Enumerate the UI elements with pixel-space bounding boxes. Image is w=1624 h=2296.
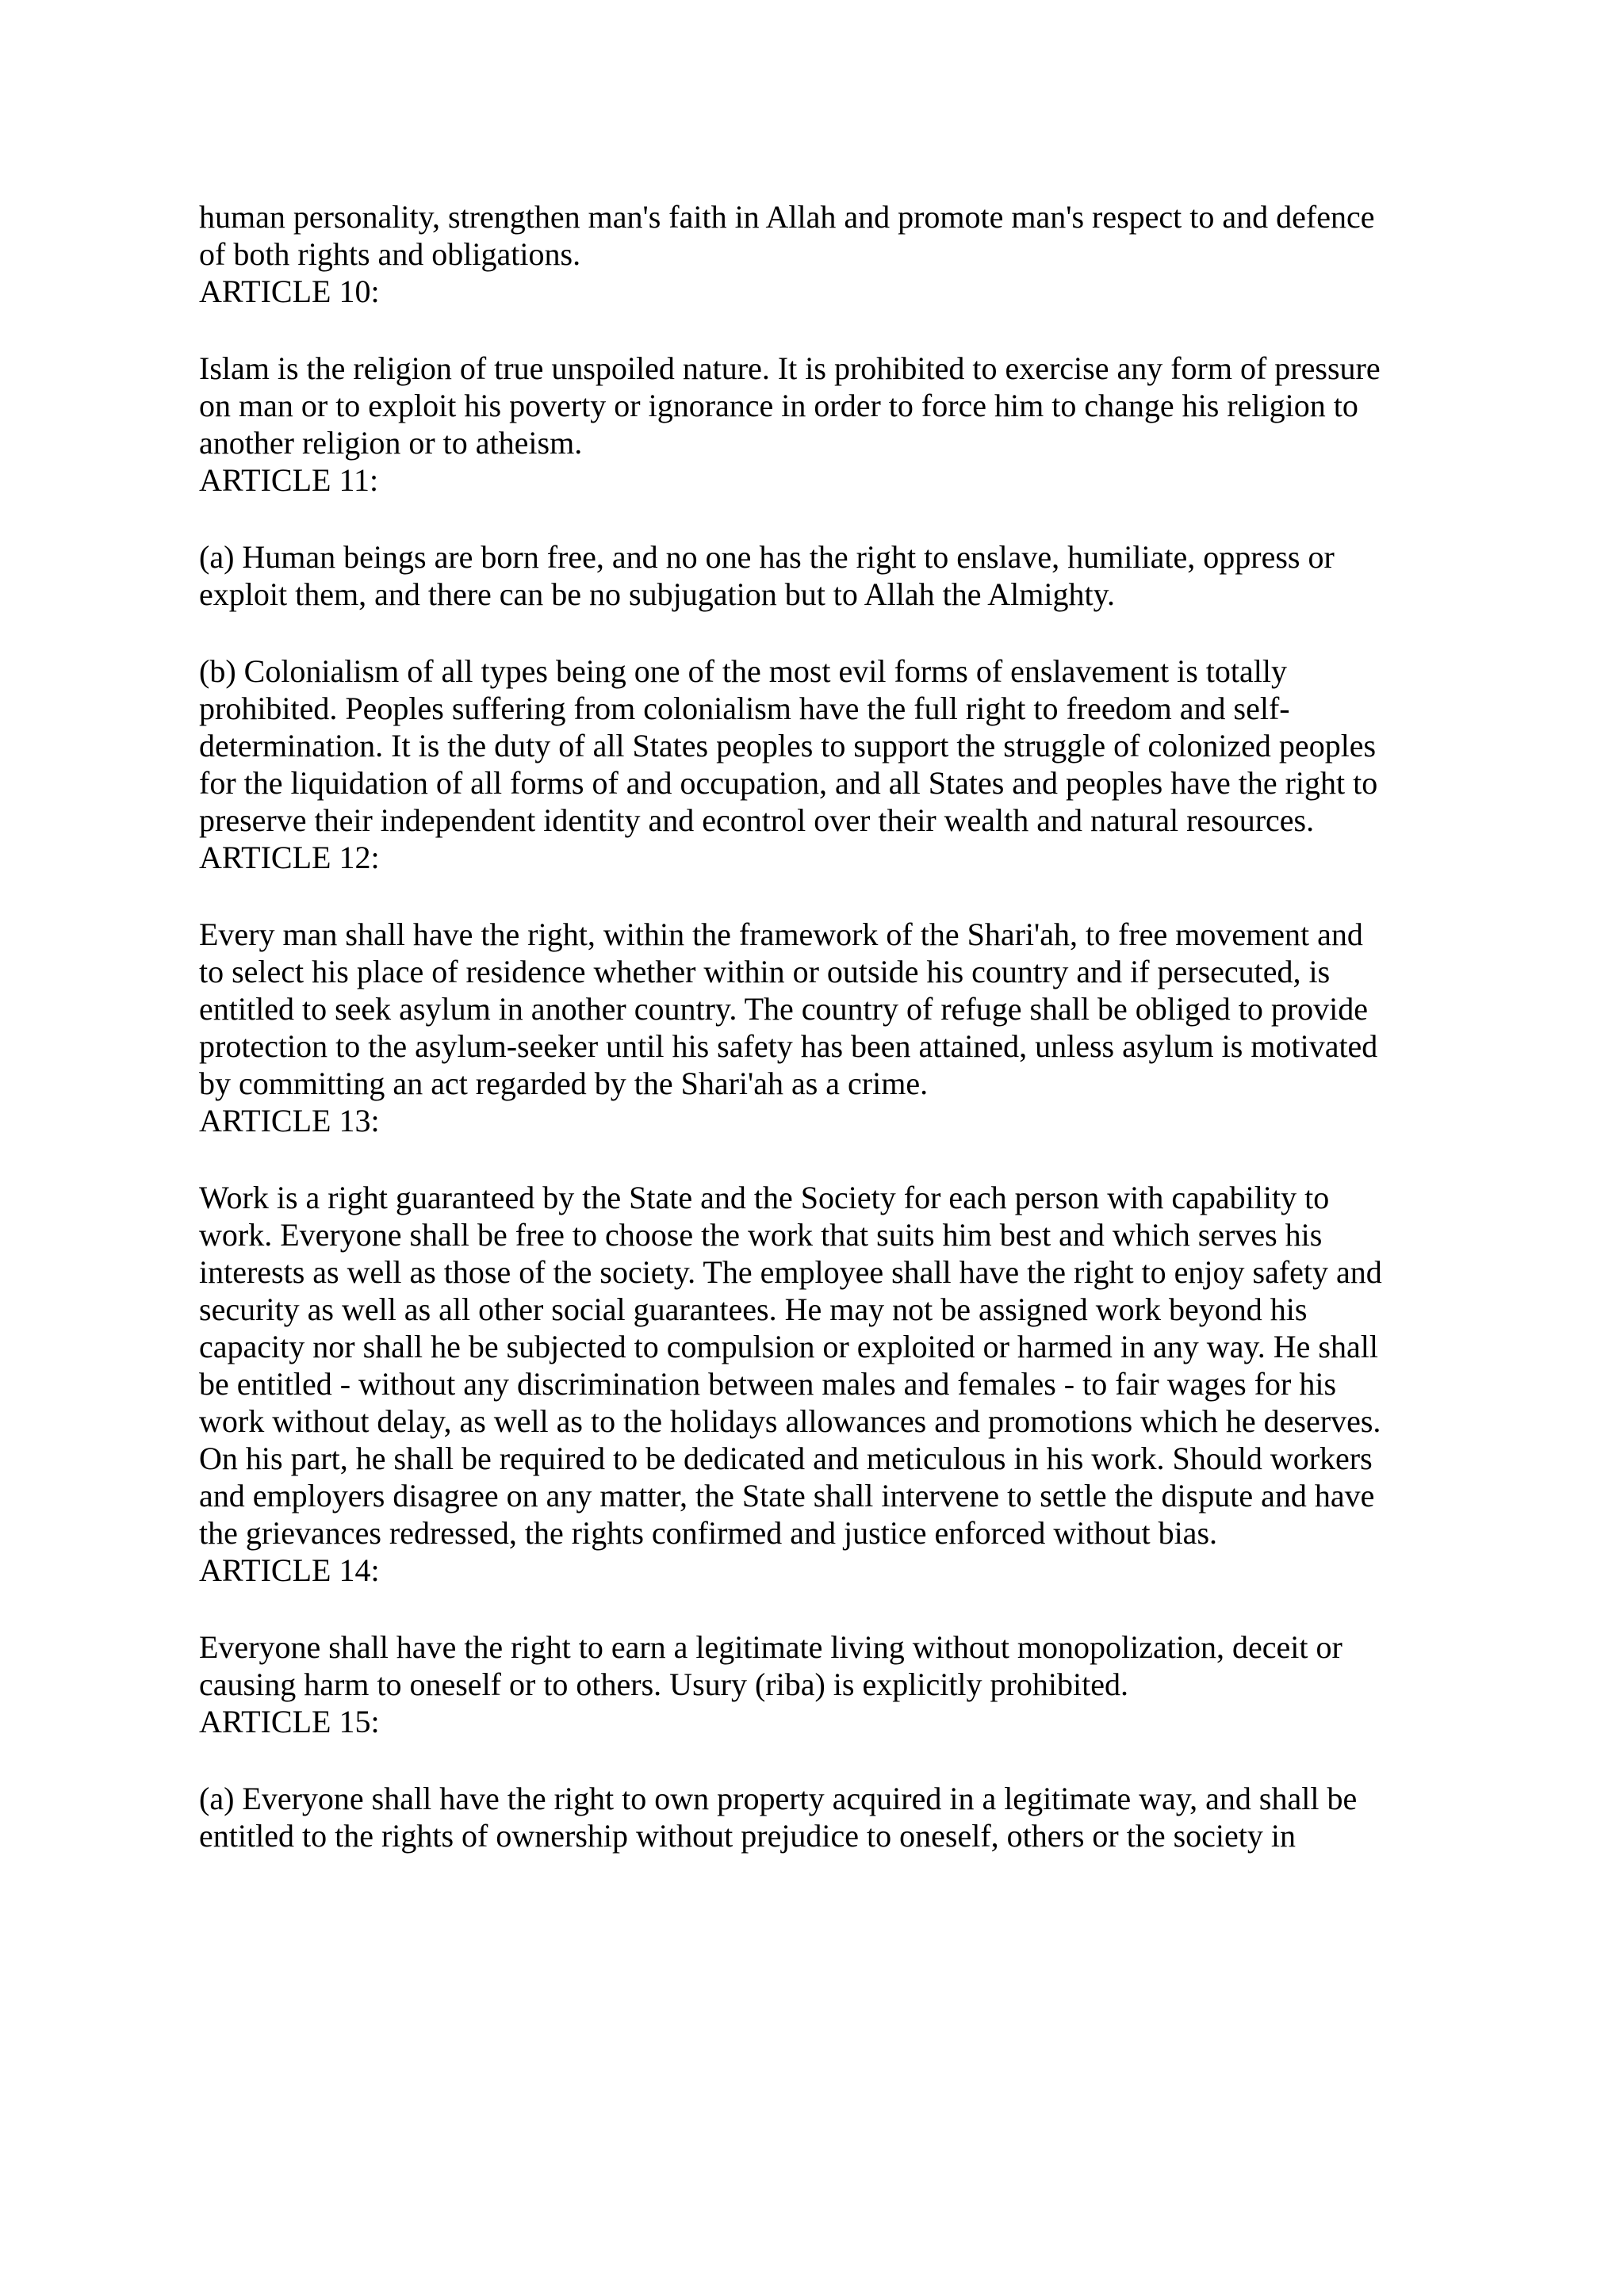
article-13-paragraph: Work is a right guaranteed by the State and the Society for each person with capability to work. Everyone shall be free to choose the work that suits him best and which serves his interests as well as those of the society. The employee shall have the right to enjoy safety and security as well as all other social guarantees. He may not be assigned work beyond his capacity nor shall he be subjected to compulsion or exploited or harmed in any way. He shall be entitled - without any discrimination between males and females - to fair wages for his work without delay, as well as to the holidays allowances and promotions which he deserves. On his part, he shall be required to be dedicated and meticulous in his work. Should workers and employers disagree on any matter, the State shall intervene to settle the dispute and have the grievances redressed, the rights confirmed and justice enforced without bias. <box>199 1180 1382 1551</box>
article-11-paragraph-a: (a) Human beings are born free, and no one has the right to enslave, humiliate, oppress or exploit them, and there can be no subjugation but to Allah the Almighty. <box>199 539 1335 612</box>
article-13-heading: ARTICLE 13: <box>199 1103 380 1138</box>
article-15-paragraph-a: (a) Everyone shall have the right to own property acquired in a legitimate way, and shall be entitled to the rights of ownership without prejudice to oneself, others or the society in <box>199 1781 1358 1854</box>
article-12-paragraph: Every man shall have the right, within the framework of the Shari'ah, to free movement and to select his place of residence whether within or outside his country and if persecuted, is entitled to seek asylum in another country. The country of refuge shall be obliged to provide protection to the asylum-seeker until his safety has been attained, unless asylum is motivated by committing an act regarded by the Shari'ah as a crime. <box>199 916 1378 1101</box>
continuation-paragraph: human personality, strengthen man's faith in Allah and promote man's respect to and defence of both rights and obligations. <box>199 199 1375 272</box>
article-10-paragraph: Islam is the religion of true unspoiled nature. It is prohibited to exercise any form of pressure on man or to exploit his poverty or ignorance in order to force him to change his religion to another religion or to atheism. <box>199 350 1381 461</box>
article-14-heading: ARTICLE 14: <box>199 1552 380 1588</box>
article-12-heading: ARTICLE 12: <box>199 840 380 875</box>
article-11-heading: ARTICLE 11: <box>199 462 379 498</box>
article-10-heading: ARTICLE 10: <box>199 274 380 309</box>
document-body <box>199 198 1444 1854</box>
article-11-paragraph-b: (b) Colonialism of all types being one of the most evil forms of enslavement is totally prohibited. Peoples suffering from colonialism have the full right to freedom and self- determination. It is the duty of all States peoples to support the struggle of colonized peoples for the liquidation of all forms of and occupation, and all States and peoples have the right to preserve their independent identity and econtrol over their wealth and natural resources. <box>199 653 1378 838</box>
article-15-heading: ARTICLE 15: <box>199 1704 380 1739</box>
article-14-paragraph: Everyone shall have the right to earn a legitimate living without monopolization, deceit or causing harm to oneself or to others. Usury (riba) is explicitly prohibited. <box>199 1629 1342 1702</box>
